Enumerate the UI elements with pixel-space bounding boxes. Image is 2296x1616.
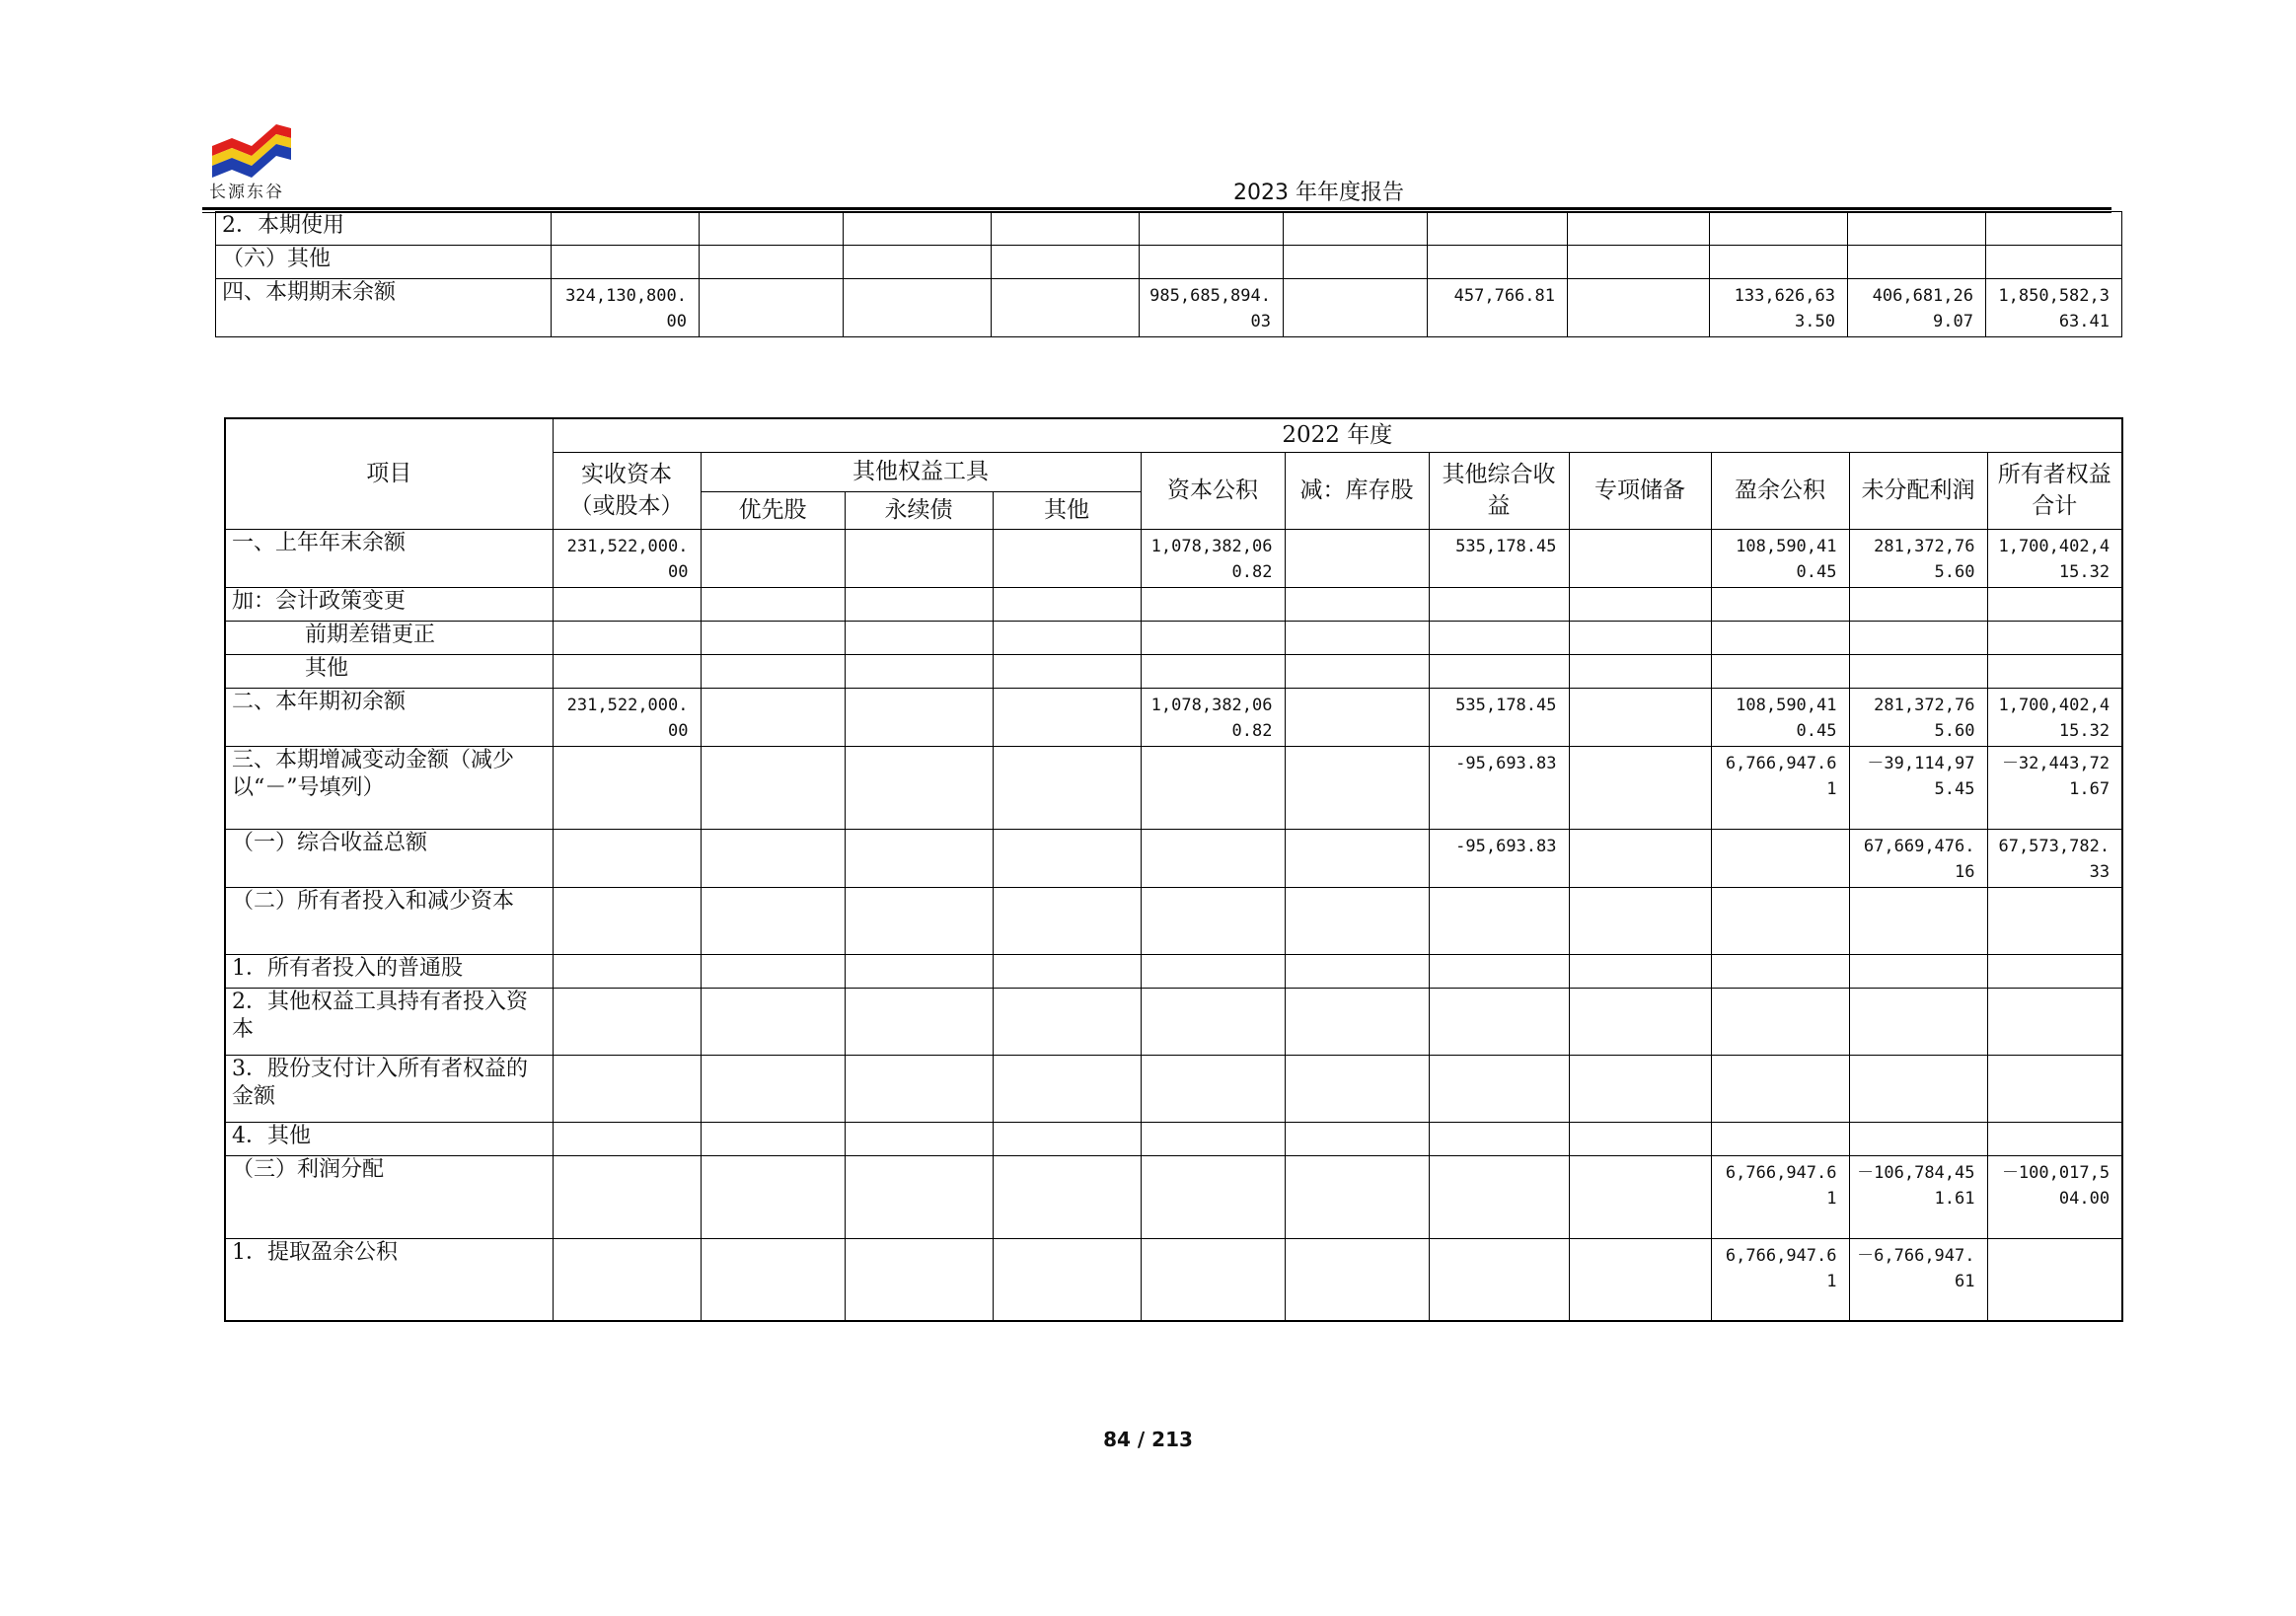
table-row xyxy=(225,1155,2122,1238)
header-treasury: 减：库存股 xyxy=(1285,452,1429,529)
value-cell xyxy=(553,954,701,988)
page-number: 84 / 213 xyxy=(1103,1428,1193,1451)
value-cell: 108,590,410.45 xyxy=(1711,688,1849,746)
value-cell xyxy=(701,887,845,954)
value-cell xyxy=(845,1055,993,1122)
value-cell xyxy=(1141,1155,1285,1238)
value-cell xyxy=(1284,279,1428,337)
header-paid-capital: 实收资本（或股本） xyxy=(553,452,701,529)
value-cell xyxy=(1987,587,2122,621)
row-label: 4．其他 xyxy=(225,1122,553,1155)
value-cell xyxy=(993,1055,1141,1122)
value-cell xyxy=(993,1122,1141,1155)
logo-text: 长源东谷 xyxy=(209,183,284,202)
value-cell xyxy=(1569,887,1711,954)
value-cell xyxy=(1285,654,1429,688)
value-cell: 231,522,000.00 xyxy=(553,529,701,587)
value-cell xyxy=(1141,1055,1285,1122)
value-cell: －106,784,451.61 xyxy=(1849,1155,1987,1238)
value-cell xyxy=(553,621,701,654)
value-cell xyxy=(1569,1055,1711,1122)
table-row xyxy=(225,1238,2122,1321)
value-cell xyxy=(701,1238,845,1321)
table-row xyxy=(225,988,2122,1055)
value-cell xyxy=(1285,688,1429,746)
equity-table-2022 xyxy=(224,417,2123,1322)
header-preferred: 优先股 xyxy=(701,491,845,529)
value-cell xyxy=(1710,246,1848,279)
value-cell xyxy=(992,246,1140,279)
value-cell xyxy=(1987,1238,2122,1321)
value-cell xyxy=(845,587,993,621)
value-cell: 535,178.45 xyxy=(1429,688,1569,746)
value-cell xyxy=(993,621,1141,654)
value-cell xyxy=(1987,988,2122,1055)
row-label: 一、上年年末余额 xyxy=(225,529,553,587)
value-cell: 1,700,402,415.32 xyxy=(1987,529,2122,587)
value-cell xyxy=(1285,529,1429,587)
value-cell xyxy=(1141,654,1285,688)
value-cell: 324,130,800.00 xyxy=(552,279,700,337)
header-item: 项目 xyxy=(225,418,553,529)
value-cell xyxy=(844,212,992,246)
value-cell: 6,766,947.61 xyxy=(1711,1238,1849,1321)
value-cell xyxy=(845,1238,993,1321)
value-cell xyxy=(1285,988,1429,1055)
row-label: （二）所有者投入和减少资本 xyxy=(225,887,553,954)
header-other-equity: 其他权益工具 xyxy=(701,452,1141,491)
value-cell xyxy=(1711,887,1849,954)
value-cell xyxy=(1141,587,1285,621)
value-cell xyxy=(1429,1055,1569,1122)
value-cell xyxy=(993,587,1141,621)
value-cell xyxy=(1429,1238,1569,1321)
value-cell xyxy=(1140,246,1284,279)
value-cell xyxy=(1711,988,1849,1055)
table-row xyxy=(216,279,2122,337)
table-row xyxy=(225,1055,2122,1122)
value-cell xyxy=(553,1238,701,1321)
value-cell xyxy=(1141,988,1285,1055)
value-cell xyxy=(1568,212,1710,246)
header-capital-reserve: 资本公积 xyxy=(1141,452,1285,529)
value-cell xyxy=(993,829,1141,887)
value-cell xyxy=(1711,829,1849,887)
row-label: 2．本期使用 xyxy=(216,212,552,246)
value-cell xyxy=(1711,1122,1849,1155)
value-cell xyxy=(553,988,701,1055)
value-cell xyxy=(1569,988,1711,1055)
header-divider xyxy=(202,207,2111,210)
value-cell xyxy=(1849,1055,1987,1122)
value-cell: 1,850,582,363.41 xyxy=(1986,279,2122,337)
value-cell xyxy=(1987,654,2122,688)
header-oci: 其他综合收益 xyxy=(1429,452,1569,529)
value-cell xyxy=(1849,587,1987,621)
row-label: （三）利润分配 xyxy=(225,1155,553,1238)
value-cell: 281,372,765.60 xyxy=(1849,529,1987,587)
value-cell xyxy=(553,654,701,688)
value-cell xyxy=(552,212,700,246)
value-cell xyxy=(844,246,992,279)
value-cell: －6,766,947.61 xyxy=(1849,1238,1987,1321)
value-cell xyxy=(845,1155,993,1238)
value-cell xyxy=(1429,988,1569,1055)
value-cell xyxy=(1569,829,1711,887)
value-cell xyxy=(1848,212,1986,246)
row-label: 二、本年期初余额 xyxy=(225,688,553,746)
row-label: 三、本期增减变动金额（减少以“－”号填列） xyxy=(225,746,553,829)
value-cell xyxy=(1987,954,2122,988)
value-cell xyxy=(845,529,993,587)
value-cell xyxy=(993,746,1141,829)
value-cell xyxy=(845,829,993,887)
value-cell xyxy=(845,688,993,746)
value-cell: -95,693.83 xyxy=(1429,829,1569,887)
value-cell xyxy=(553,829,701,887)
value-cell xyxy=(701,1155,845,1238)
value-cell xyxy=(993,1238,1141,1321)
value-cell xyxy=(1285,1155,1429,1238)
value-cell xyxy=(1429,654,1569,688)
value-cell xyxy=(1429,621,1569,654)
value-cell xyxy=(1987,621,2122,654)
value-cell xyxy=(1849,954,1987,988)
equity-table-continued xyxy=(215,211,2122,337)
value-cell xyxy=(1569,529,1711,587)
value-cell xyxy=(1569,954,1711,988)
value-cell xyxy=(1285,887,1429,954)
value-cell xyxy=(1140,212,1284,246)
value-cell xyxy=(701,1055,845,1122)
value-cell xyxy=(1711,1055,1849,1122)
value-cell xyxy=(993,654,1141,688)
header-special-reserve: 专项储备 xyxy=(1569,452,1711,529)
value-cell xyxy=(1284,246,1428,279)
value-cell xyxy=(1568,246,1710,279)
value-cell: －32,443,721.67 xyxy=(1987,746,2122,829)
row-label: （一）综合收益总额 xyxy=(225,829,553,887)
value-cell xyxy=(992,279,1140,337)
table-row xyxy=(225,654,2122,688)
value-cell: 406,681,269.07 xyxy=(1848,279,1986,337)
value-cell: 67,669,476.16 xyxy=(1849,829,1987,887)
value-cell xyxy=(1711,621,1849,654)
value-cell xyxy=(701,621,845,654)
value-cell xyxy=(992,212,1140,246)
value-cell xyxy=(1141,621,1285,654)
value-cell: 1,700,402,415.32 xyxy=(1987,688,2122,746)
value-cell xyxy=(1285,1122,1429,1155)
header-surplus-reserve: 盈余公积 xyxy=(1711,452,1849,529)
value-cell xyxy=(1849,654,1987,688)
value-cell xyxy=(1987,1055,2122,1122)
header-perpetual: 永续债 xyxy=(845,491,993,529)
value-cell xyxy=(1284,212,1428,246)
row-label: 3．股份支付计入所有者权益的金额 xyxy=(225,1055,553,1122)
value-cell: 67,573,782.33 xyxy=(1987,829,2122,887)
value-cell xyxy=(845,988,993,1055)
value-cell xyxy=(1987,1122,2122,1155)
value-cell xyxy=(1429,954,1569,988)
value-cell: -95,693.83 xyxy=(1429,746,1569,829)
value-cell xyxy=(701,746,845,829)
value-cell xyxy=(1429,1122,1569,1155)
value-cell: －100,017,504.00 xyxy=(1987,1155,2122,1238)
value-cell xyxy=(845,621,993,654)
table-row xyxy=(225,621,2122,654)
value-cell xyxy=(1285,746,1429,829)
value-cell xyxy=(552,246,700,279)
header-period: 2022 年度 xyxy=(553,418,2122,452)
value-cell xyxy=(1141,829,1285,887)
value-cell xyxy=(993,529,1141,587)
value-cell xyxy=(1285,1055,1429,1122)
report-title: 2023 年年度报告 xyxy=(1233,181,1404,205)
value-cell: 133,626,633.50 xyxy=(1710,279,1848,337)
value-cell xyxy=(553,1122,701,1155)
table-row xyxy=(225,746,2122,829)
value-cell xyxy=(553,887,701,954)
value-cell xyxy=(1569,1238,1711,1321)
value-cell: 231,522,000.00 xyxy=(553,688,701,746)
value-cell xyxy=(993,954,1141,988)
header-other: 其他 xyxy=(993,491,1141,529)
value-cell xyxy=(553,1155,701,1238)
value-cell xyxy=(1849,1122,1987,1155)
row-label: 四、本期期末余额 xyxy=(216,279,552,337)
value-cell xyxy=(1141,1238,1285,1321)
value-cell xyxy=(1141,746,1285,829)
value-cell xyxy=(844,279,992,337)
value-cell xyxy=(1569,654,1711,688)
value-cell: 1,078,382,060.82 xyxy=(1141,688,1285,746)
row-label: 加：会计政策变更 xyxy=(225,587,553,621)
value-cell xyxy=(1849,887,1987,954)
row-label: 1．所有者投入的普通股 xyxy=(225,954,553,988)
table-row xyxy=(225,1122,2122,1155)
value-cell xyxy=(993,988,1141,1055)
value-cell xyxy=(700,212,844,246)
row-label: 前期差错更正 xyxy=(225,621,553,654)
value-cell xyxy=(701,988,845,1055)
value-cell xyxy=(1569,621,1711,654)
header-retained: 未分配利润 xyxy=(1849,452,1987,529)
value-cell xyxy=(701,654,845,688)
value-cell xyxy=(1428,212,1568,246)
value-cell xyxy=(1141,887,1285,954)
table-row xyxy=(225,587,2122,621)
value-cell: 1,078,382,060.82 xyxy=(1141,529,1285,587)
value-cell xyxy=(701,529,845,587)
value-cell xyxy=(701,587,845,621)
value-cell: 6,766,947.61 xyxy=(1711,746,1849,829)
value-cell: 108,590,410.45 xyxy=(1711,529,1849,587)
value-cell xyxy=(1429,587,1569,621)
value-cell xyxy=(1141,954,1285,988)
value-cell: 535,178.45 xyxy=(1429,529,1569,587)
header-total: 所有者权益合计 xyxy=(1987,452,2122,529)
row-label: 其他 xyxy=(225,654,553,688)
value-cell xyxy=(993,887,1141,954)
value-cell xyxy=(1848,246,1986,279)
value-cell xyxy=(1711,654,1849,688)
table-row xyxy=(225,887,2122,954)
value-cell xyxy=(993,688,1141,746)
value-cell xyxy=(1849,621,1987,654)
value-cell xyxy=(701,829,845,887)
value-cell xyxy=(845,746,993,829)
value-cell xyxy=(701,688,845,746)
value-cell xyxy=(1569,1155,1711,1238)
table-row xyxy=(225,829,2122,887)
value-cell xyxy=(1429,1155,1569,1238)
value-cell xyxy=(1987,887,2122,954)
value-cell xyxy=(845,954,993,988)
value-cell xyxy=(845,654,993,688)
value-cell: 6,766,947.61 xyxy=(1711,1155,1849,1238)
value-cell xyxy=(1285,1238,1429,1321)
row-label: 1．提取盈余公积 xyxy=(225,1238,553,1321)
value-cell xyxy=(1569,1122,1711,1155)
table-row xyxy=(225,529,2122,587)
value-cell xyxy=(701,954,845,988)
value-cell xyxy=(1569,746,1711,829)
value-cell xyxy=(553,587,701,621)
value-cell xyxy=(1986,246,2122,279)
value-cell xyxy=(1710,212,1848,246)
value-cell xyxy=(1141,1122,1285,1155)
value-cell xyxy=(1285,829,1429,887)
value-cell xyxy=(701,1122,845,1155)
value-cell xyxy=(700,246,844,279)
value-cell xyxy=(1285,621,1429,654)
value-cell xyxy=(845,1122,993,1155)
value-cell xyxy=(993,1155,1141,1238)
table-row xyxy=(216,212,2122,246)
value-cell xyxy=(1849,988,1987,1055)
value-cell xyxy=(845,887,993,954)
value-cell: 985,685,894.03 xyxy=(1140,279,1284,337)
value-cell xyxy=(1569,688,1711,746)
table-row xyxy=(225,954,2122,988)
table-row xyxy=(216,246,2122,279)
value-cell: 457,766.81 xyxy=(1428,279,1568,337)
value-cell xyxy=(1569,587,1711,621)
value-cell xyxy=(1986,212,2122,246)
value-cell xyxy=(1429,887,1569,954)
value-cell xyxy=(700,279,844,337)
value-cell xyxy=(1568,279,1710,337)
value-cell xyxy=(553,1055,701,1122)
value-cell xyxy=(1711,954,1849,988)
row-label: 2．其他权益工具持有者投入资本 xyxy=(225,988,553,1055)
value-cell: －39,114,975.45 xyxy=(1849,746,1987,829)
value-cell xyxy=(553,746,701,829)
value-cell: 281,372,765.60 xyxy=(1849,688,1987,746)
value-cell xyxy=(1428,246,1568,279)
row-label: （六）其他 xyxy=(216,246,552,279)
table-row xyxy=(225,688,2122,746)
value-cell xyxy=(1285,954,1429,988)
value-cell xyxy=(1285,587,1429,621)
value-cell xyxy=(1711,587,1849,621)
